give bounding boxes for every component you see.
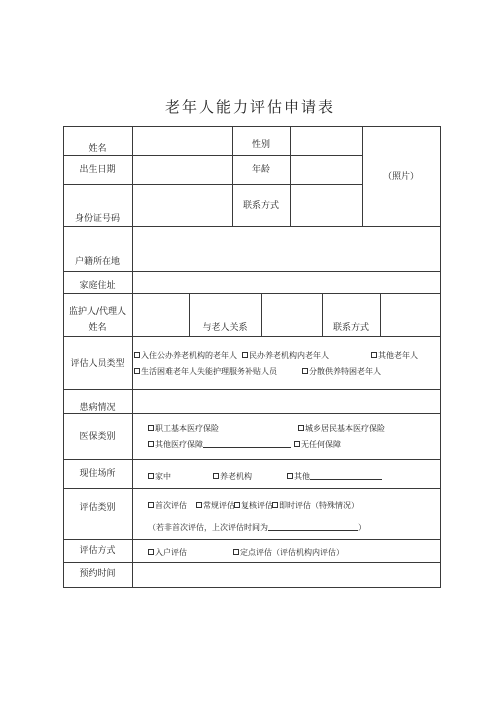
- checkbox-icon: [298, 425, 304, 431]
- option-nursing-home[interactable]: 养老机构: [213, 471, 252, 482]
- option-other-insurance[interactable]: 其他医疗保障: [148, 439, 291, 450]
- residence-other-blank[interactable]: [310, 471, 382, 480]
- last-assessment-date-blank[interactable]: [268, 522, 358, 531]
- label-guardian-name: 姓名: [88, 323, 107, 333]
- label-guardian: 监护人/代理人: [68, 307, 127, 317]
- checkbox-icon: [272, 502, 278, 508]
- checkbox-icon: [148, 441, 154, 447]
- option-dispersed-support[interactable]: 分散供养特困老年人: [302, 366, 381, 377]
- photo-placeholder: （照片）: [382, 172, 419, 182]
- option-residence-other[interactable]: 其他: [287, 471, 382, 482]
- option-resident-insurance[interactable]: 城乡居民基本医疗保险: [298, 423, 385, 434]
- option-disability-subsidy[interactable]: 生活困难老年人失能护理服务补贴人员: [134, 366, 277, 377]
- checkbox-icon: [233, 549, 239, 555]
- label-birth-date: 出生日期: [79, 165, 116, 175]
- option-fixed-point[interactable]: 定点评估（评估机构内评估）: [233, 547, 344, 558]
- checkbox-icon: [242, 352, 248, 358]
- checkbox-icon: [287, 473, 293, 479]
- option-home-visit[interactable]: 入户评估: [148, 547, 187, 558]
- label-person-type: 评估人员类型: [70, 359, 125, 369]
- checkbox-icon: [134, 352, 140, 358]
- option-instant-assessment[interactable]: 即时评估（特殊情况）: [272, 500, 359, 511]
- option-review-assessment[interactable]: 复核评估: [234, 500, 273, 511]
- option-other-elderly[interactable]: 其他老年人: [371, 350, 418, 361]
- label-household-reg: 户籍所在地: [74, 257, 120, 267]
- checkbox-icon: [148, 549, 154, 555]
- label-age: 年龄: [251, 165, 270, 175]
- label-name: 姓名: [88, 144, 107, 154]
- label-assess-method: 评估方式: [79, 546, 116, 556]
- option-private-institution[interactable]: 民办养老机构内老年人: [242, 350, 329, 361]
- checkbox-icon: [213, 473, 219, 479]
- option-first-assessment[interactable]: 首次评估: [148, 500, 187, 511]
- other-insurance-blank[interactable]: [203, 439, 291, 448]
- checkbox-icon: [371, 352, 377, 358]
- option-employee-insurance[interactable]: 职工基本医疗保险: [148, 423, 219, 434]
- option-no-insurance[interactable]: 无任何保障: [294, 439, 341, 450]
- label-illness: 患病情况: [79, 403, 116, 413]
- option-routine-assessment[interactable]: 常规评估: [196, 500, 235, 511]
- label-medical-insurance: 医保类别: [79, 432, 116, 442]
- option-public-institution[interactable]: 入住公办养老机构的老年人: [134, 350, 237, 361]
- checkbox-icon: [148, 502, 154, 508]
- checkbox-icon: [134, 368, 140, 374]
- label-guardian-contact: 联系方式: [332, 323, 369, 333]
- option-home[interactable]: 家中: [148, 471, 171, 482]
- checkbox-icon: [148, 425, 154, 431]
- label-contact: 联系方式: [242, 201, 279, 211]
- last-assessment-note: （若非首次评估，上次评估时间为 ）: [148, 523, 366, 532]
- label-appointment: 预约时间: [79, 569, 116, 579]
- label-home-address: 家庭住址: [79, 281, 116, 291]
- form-title: 老年人能力评估申请表: [164, 98, 335, 116]
- checkbox-icon: [148, 473, 154, 479]
- label-gender: 性别: [251, 140, 270, 150]
- label-residence: 现住场所: [79, 469, 116, 479]
- checkbox-icon: [294, 441, 300, 447]
- checkbox-icon: [234, 502, 240, 508]
- label-id-number: 身份证号码: [74, 214, 120, 224]
- checkbox-icon: [302, 368, 308, 374]
- label-assess-category: 评估类别: [79, 503, 116, 513]
- label-relation: 与老人关系: [202, 323, 248, 333]
- checkbox-icon: [196, 502, 202, 508]
